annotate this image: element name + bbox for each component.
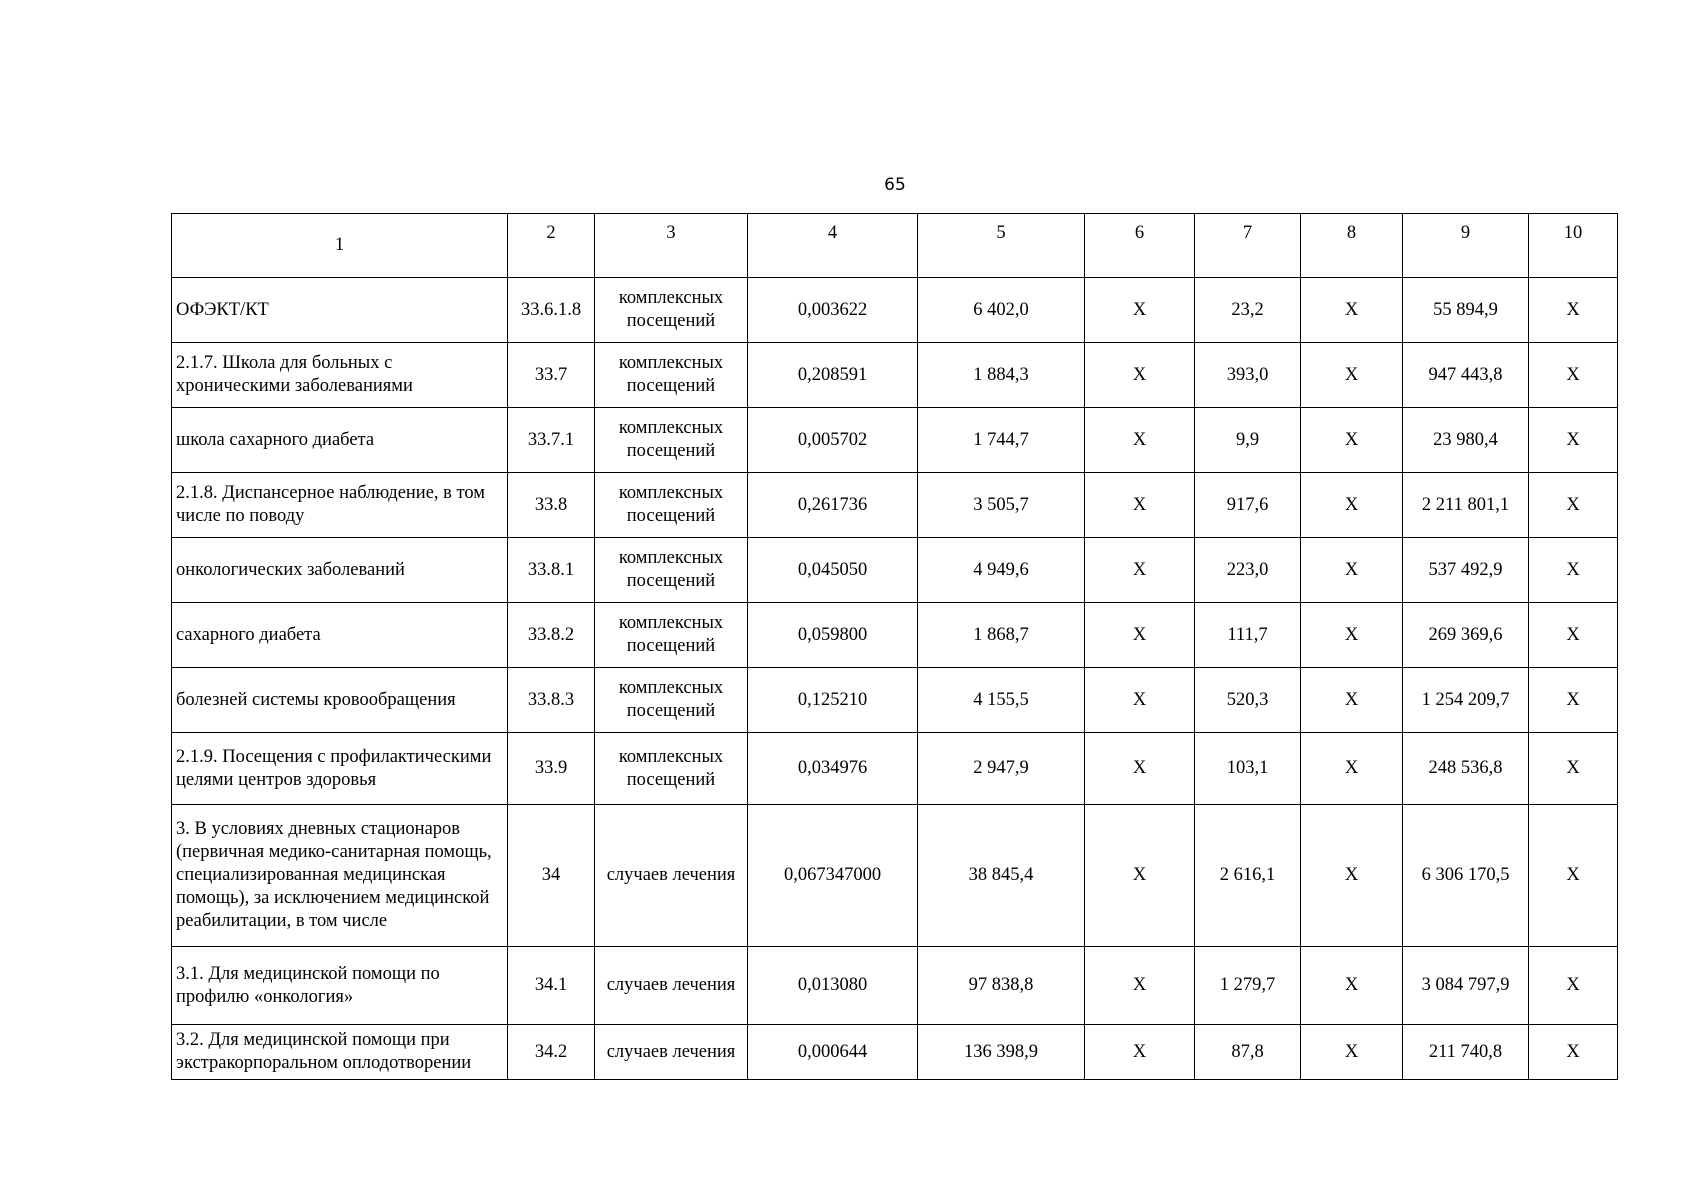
row-label-cell: онкологических заболеваний [172, 538, 508, 603]
value-cell: 0,261736 [748, 473, 918, 538]
value-cell: 6 402,0 [918, 278, 1085, 343]
value-cell: 1 279,7 [1195, 947, 1301, 1025]
value-cell: 0,059800 [748, 603, 918, 668]
table-row [172, 668, 1618, 733]
value-cell: 1 254 209,7 [1403, 668, 1529, 733]
unit-cell: комплексных посещений [595, 538, 748, 603]
mark-cell: X [1301, 805, 1403, 947]
value-cell: 0,003622 [748, 278, 918, 343]
header-cell: 8 [1301, 214, 1403, 278]
code-cell: 33.8.1 [508, 538, 595, 603]
value-cell: 520,3 [1195, 668, 1301, 733]
code-cell: 33.7 [508, 343, 595, 408]
row-label-cell: 3.1. Для медицинской помощи по профилю «онкология» [172, 947, 508, 1025]
unit-cell: комплексных посещений [595, 408, 748, 473]
unit-cell: комплексных посещений [595, 668, 748, 733]
code-cell: 34 [508, 805, 595, 947]
mark-cell: X [1529, 805, 1618, 947]
mark-cell: X [1529, 733, 1618, 805]
header-cell: 1 [172, 214, 508, 278]
mark-cell: X [1301, 538, 1403, 603]
header-cell: 4 [748, 214, 918, 278]
mark-cell: X [1529, 473, 1618, 538]
data-table [171, 213, 1618, 1080]
row-label-cell: сахарного диабета [172, 603, 508, 668]
mark-cell: X [1529, 278, 1618, 343]
unit-cell: случаев лечения [595, 805, 748, 947]
value-cell: 136 398,9 [918, 1025, 1085, 1080]
table-header-row [172, 214, 1618, 278]
table-row [172, 805, 1618, 947]
mark-cell: X [1529, 668, 1618, 733]
value-cell: 1 884,3 [918, 343, 1085, 408]
unit-cell: случаев лечения [595, 947, 748, 1025]
mark-cell: X [1301, 1025, 1403, 1080]
table-row [172, 733, 1618, 805]
row-label-cell: ОФЭКТ/КТ [172, 278, 508, 343]
mark-cell: X [1529, 408, 1618, 473]
value-cell: 211 740,8 [1403, 1025, 1529, 1080]
mark-cell: X [1301, 668, 1403, 733]
value-cell: 6 306 170,5 [1403, 805, 1529, 947]
value-cell: 4 155,5 [918, 668, 1085, 733]
mark-cell: X [1085, 947, 1195, 1025]
value-cell: 0,045050 [748, 538, 918, 603]
value-cell: 23,2 [1195, 278, 1301, 343]
row-label-cell: 2.1.9. Посещения с профилактическими целями центров здоровья [172, 733, 508, 805]
header-cell: 5 [918, 214, 1085, 278]
unit-cell: комплексных посещений [595, 343, 748, 408]
value-cell: 0,208591 [748, 343, 918, 408]
value-cell: 0,125210 [748, 668, 918, 733]
mark-cell: X [1085, 668, 1195, 733]
mark-cell: X [1085, 733, 1195, 805]
unit-cell: комплексных посещений [595, 278, 748, 343]
value-cell: 947 443,8 [1403, 343, 1529, 408]
code-cell: 34.1 [508, 947, 595, 1025]
value-cell: 0,000644 [748, 1025, 918, 1080]
mark-cell: X [1085, 278, 1195, 343]
mark-cell: X [1301, 343, 1403, 408]
mark-cell: X [1301, 408, 1403, 473]
value-cell: 2 211 801,1 [1403, 473, 1529, 538]
unit-cell: комплексных посещений [595, 603, 748, 668]
row-label-cell: школа сахарного диабета [172, 408, 508, 473]
table-row [172, 603, 1618, 668]
value-cell: 97 838,8 [918, 947, 1085, 1025]
page-number: 65 [884, 175, 906, 195]
header-cell: 10 [1529, 214, 1618, 278]
header-cell: 2 [508, 214, 595, 278]
mark-cell: X [1529, 1025, 1618, 1080]
value-cell: 9,9 [1195, 408, 1301, 473]
unit-cell: комплексных посещений [595, 733, 748, 805]
header-cell: 6 [1085, 214, 1195, 278]
value-cell: 3 084 797,9 [1403, 947, 1529, 1025]
row-label-cell: 2.1.7. Школа для больных с хроническими заболеваниями [172, 343, 508, 408]
table-row [172, 947, 1618, 1025]
code-cell: 33.6.1.8 [508, 278, 595, 343]
mark-cell: X [1301, 947, 1403, 1025]
value-cell: 4 949,6 [918, 538, 1085, 603]
mark-cell: X [1301, 733, 1403, 805]
row-label-cell: 3. В условиях дневных стационаров (первичная медико-санитарная помощь, специализированная медицинская помощь), за исключением медицинской реабилитации, в том числе [172, 805, 508, 947]
value-cell: 1 744,7 [918, 408, 1085, 473]
value-cell: 2 947,9 [918, 733, 1085, 805]
header-cell: 7 [1195, 214, 1301, 278]
value-cell: 38 845,4 [918, 805, 1085, 947]
value-cell: 55 894,9 [1403, 278, 1529, 343]
table-row [172, 538, 1618, 603]
mark-cell: X [1085, 408, 1195, 473]
mark-cell: X [1301, 278, 1403, 343]
table-row [172, 343, 1618, 408]
table-row [172, 278, 1618, 343]
row-label-cell: болезней системы кровообращения [172, 668, 508, 733]
mark-cell: X [1529, 947, 1618, 1025]
code-cell: 34.2 [508, 1025, 595, 1080]
value-cell: 23 980,4 [1403, 408, 1529, 473]
value-cell: 103,1 [1195, 733, 1301, 805]
value-cell: 111,7 [1195, 603, 1301, 668]
value-cell: 0,067347000 [748, 805, 918, 947]
mark-cell: X [1085, 603, 1195, 668]
mark-cell: X [1301, 473, 1403, 538]
value-cell: 3 505,7 [918, 473, 1085, 538]
mark-cell: X [1085, 343, 1195, 408]
code-cell: 33.9 [508, 733, 595, 805]
header-cell: 9 [1403, 214, 1529, 278]
unit-cell: комплексных посещений [595, 473, 748, 538]
code-cell: 33.7.1 [508, 408, 595, 473]
value-cell: 87,8 [1195, 1025, 1301, 1080]
mark-cell: X [1085, 473, 1195, 538]
mark-cell: X [1085, 1025, 1195, 1080]
value-cell: 0,034976 [748, 733, 918, 805]
table-row [172, 473, 1618, 538]
mark-cell: X [1529, 538, 1618, 603]
mark-cell: X [1085, 805, 1195, 947]
table-row [172, 1025, 1618, 1080]
code-cell: 33.8 [508, 473, 595, 538]
code-cell: 33.8.2 [508, 603, 595, 668]
row-label-cell: 2.1.8. Диспансерное наблюдение, в том числе по поводу [172, 473, 508, 538]
unit-cell: случаев лечения [595, 1025, 748, 1080]
value-cell: 917,6 [1195, 473, 1301, 538]
table-row [172, 408, 1618, 473]
value-cell: 248 536,8 [1403, 733, 1529, 805]
mark-cell: X [1301, 603, 1403, 668]
value-cell: 393,0 [1195, 343, 1301, 408]
value-cell: 269 369,6 [1403, 603, 1529, 668]
value-cell: 1 868,7 [918, 603, 1085, 668]
header-cell: 3 [595, 214, 748, 278]
mark-cell: X [1529, 603, 1618, 668]
value-cell: 223,0 [1195, 538, 1301, 603]
mark-cell: X [1085, 538, 1195, 603]
value-cell: 537 492,9 [1403, 538, 1529, 603]
value-cell: 0,005702 [748, 408, 918, 473]
value-cell: 0,013080 [748, 947, 918, 1025]
row-label-cell: 3.2. Для медицинской помощи при экстракорпоральном оплодотворении [172, 1025, 508, 1080]
code-cell: 33.8.3 [508, 668, 595, 733]
value-cell: 2 616,1 [1195, 805, 1301, 947]
mark-cell: X [1529, 343, 1618, 408]
